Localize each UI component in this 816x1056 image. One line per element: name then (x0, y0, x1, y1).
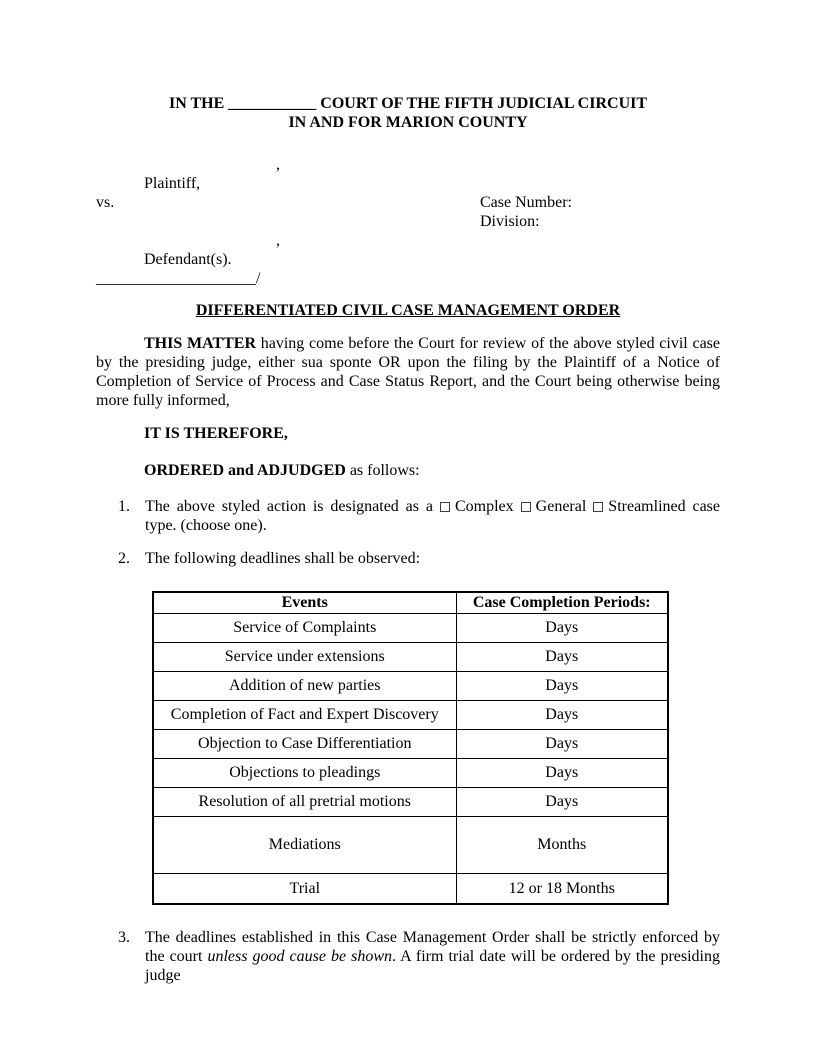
item3-text-before: The deadlines established in this Case Management Order shall be strictly enforced by the court (145, 929, 720, 965)
item1-text-after: case type. (choose one). (145, 498, 721, 534)
period-cell: Days (456, 642, 668, 671)
period-cell: Days (456, 671, 668, 700)
event-cell: Resolution of all pretrial motions (153, 787, 456, 816)
period-cell: 12 or 18 Months (456, 873, 668, 904)
table-row (153, 758, 668, 787)
table-header-periods: Case Completion Periods: (456, 592, 668, 613)
event-cell: Mediations (153, 816, 456, 873)
court-header-line2: IN AND FOR MARION COUNTY (288, 114, 528, 131)
event-cell: Objection to Case Differentiation (153, 729, 456, 758)
item3-italic-phrase: unless good cause be shown (207, 948, 393, 965)
event-cell: Addition of new parties (153, 671, 456, 700)
checkbox-streamlined[interactable] (593, 502, 603, 512)
table-row (153, 700, 668, 729)
list-item-1 (96, 497, 720, 535)
checkbox-complex[interactable] (440, 502, 450, 512)
ordered-text: as follows: (345, 462, 420, 479)
table-row (153, 729, 668, 758)
period-cell: Days (456, 787, 668, 816)
table-header-row (153, 592, 668, 613)
event-cell: Completion of Fact and Expert Discovery (153, 700, 456, 729)
item2-text: The following deadlines shall be observed: (145, 550, 421, 567)
defendant-label: Defendant(s). (144, 251, 232, 268)
event-cell: Trial (153, 873, 456, 904)
period-cell: Days (456, 758, 668, 787)
therefore-line: IT IS THEREFORE, (144, 425, 288, 442)
event-cell: Service under extensions (153, 642, 456, 671)
period-cell: Days (456, 729, 668, 758)
ordered-bold-lead: ORDERED and ADJUDGED (144, 462, 346, 479)
list-item-3 (96, 928, 720, 985)
ordered-line (96, 461, 720, 480)
case-number-label: Case Number: (480, 194, 572, 211)
option-general-label: General (535, 498, 587, 515)
table-row (153, 642, 668, 671)
document-title: DIFFERENTIATED CIVIL CASE MANAGEMENT ORDER (195, 302, 621, 319)
list-number-3: 3. (118, 929, 130, 946)
event-cell: Objections to pleadings (153, 758, 456, 787)
defendant-name-comma: , (276, 232, 280, 249)
intro-paragraph (96, 334, 720, 410)
intro-bold-lead: THIS MATTER (144, 335, 257, 352)
option-complex-label: Complex (454, 498, 514, 515)
period-cell: Days (456, 613, 668, 642)
intro-text: having come before the Court for review of the above styled civil case by the presiding judge, either sua sponte OR upon the filing by the Plaintiff of a Notice of Completion of Service of Process and Case Status Report, and the Court being otherwise being more fully informed, (96, 335, 721, 409)
list-item-2 (96, 549, 720, 568)
plaintiff-label: Plaintiff, (144, 175, 201, 192)
table-row (153, 787, 668, 816)
deadlines-table (152, 591, 669, 905)
signature-line: ____________________/ (96, 270, 261, 287)
court-header-line1: IN THE ___________ COURT OF THE FIFTH JUDICIAL CIRCUIT (168, 95, 648, 112)
case-caption (96, 155, 720, 288)
event-cell: Service of Complaints (153, 613, 456, 642)
table-row (153, 873, 668, 904)
table-row (153, 671, 668, 700)
plaintiff-name-comma: , (276, 156, 280, 173)
period-cell: Days (456, 700, 668, 729)
table-header-events: Events (153, 592, 456, 613)
period-cell: Months (456, 816, 668, 873)
item1-text-before: The above styled action is designated as a (145, 498, 433, 515)
table-row (153, 816, 668, 873)
vs-row (96, 193, 720, 231)
vs-label: vs. (96, 194, 115, 211)
item3-text-after: . A firm trial date will be ordered by the presiding judge (145, 948, 720, 984)
court-header (96, 94, 720, 132)
option-streamlined-label: Streamlined (608, 498, 686, 515)
case-info-block (480, 193, 572, 231)
list-number-2: 2. (118, 550, 130, 567)
table-row (153, 613, 668, 642)
list-number-1: 1. (118, 498, 130, 515)
division-label: Division: (480, 213, 540, 230)
checkbox-general[interactable] (521, 502, 531, 512)
